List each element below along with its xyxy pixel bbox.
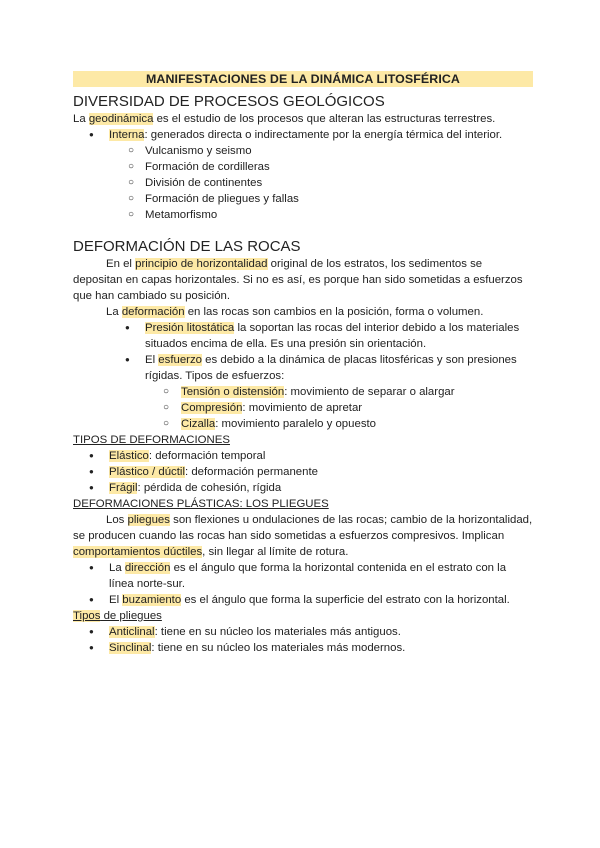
text-run: son flexiones u ondulaciones de las rocas; cambio de la horizontalidad, se producen cuando las rocas han sido sometidas a esfuerzos compresivos. Implican [73,514,533,542]
text-run: : deformación permanente [184,466,318,478]
highlight-term: Tensión o distensión [181,386,285,398]
paragraph-pliegues [73,512,533,560]
text-run: : deformación temporal [148,450,266,462]
list-item [73,640,533,656]
list-item-buzamiento [73,592,533,608]
text-run: es el ángulo que forma la superficie del estrato con la horizontal. [181,594,510,606]
text-run: El [145,354,159,366]
highlight-geodinamica: geodinámica [88,113,154,125]
highlight-term: Anticlinal [109,626,155,638]
paragraph-deformacion [73,304,533,320]
subheading-tipos-pliegues [73,608,533,624]
text-run: es el estudio de los procesos que alteran las estructuras terrestres. [153,113,496,125]
section-heading-deformacion: DEFORMACIÓN DE LAS ROCAS [73,238,301,255]
text-run: : tiene en su núcleo los materiales más antiguos. [154,626,401,638]
highlight-buzamiento: buzamiento [122,594,182,606]
paragraph-horizontalidad [73,256,533,304]
list-tipos-pliegues [73,624,533,656]
text-run: La [73,113,89,125]
highlight-presion: Presión litostática [145,322,235,334]
document-page [73,70,533,656]
list-item [73,480,533,496]
list-item [73,416,533,432]
subheading-pliegues: DEFORMACIONES PLÁSTICAS: LOS PLIEGUES [73,498,329,510]
subheading-tipos-deformaciones: TIPOS DE DEFORMACIONES [73,434,230,446]
list-item [73,384,533,400]
highlight-direccion: dirección [124,562,171,574]
list-item: ○ Formación de pliegues y fallas [73,191,533,207]
text-run: La [109,562,125,574]
list-item: ○ Vulcanismo y seismo [73,143,533,159]
list-item: ○ Formación de cordilleras [73,159,533,175]
text-run: Los [106,514,128,526]
text-run: : movimiento de separar o alargar [284,386,455,398]
text-run: El [109,594,123,606]
highlight-esfuerzo: esfuerzo [158,354,202,366]
highlight-term: Plástico / dúctil [109,466,185,478]
text-run: es debido a la dinámica de placas litosféricas y son presiones rígidas. Tipos de esfuerzos: [145,354,517,382]
text-run: en las rocas son cambios en la posición, forma o volumen. [184,306,484,318]
list-item-interna [73,127,533,143]
highlight-principio: principio de horizontalidad [135,258,268,270]
highlight-interna: Interna [109,129,145,141]
text-run: : pérdida de cohesión, rígida [137,482,282,494]
title-highlight-right [461,71,533,87]
list-presiones [73,320,533,384]
text-run: original de los estratos, los sedimentos se depositan en capas horizontales. Si no es así, es porque han sido sometidas a esfuerzos que han cambiado su posición. [73,258,523,302]
list-procesos [73,127,533,143]
title-highlight-left [73,71,145,87]
list-item [73,400,533,416]
text-run: : tiene en su núcleo los materiales más modernos. [151,642,406,654]
paragraph-geodinamica [73,111,533,127]
text-run: En el [106,258,136,270]
highlight-term: Elástico [109,450,149,462]
list-esfuerzos [73,384,533,432]
text-run: : movimiento paralelo y opuesto [215,418,377,430]
list-tipos-deformaciones [73,448,533,496]
list-procesos-internos [73,143,533,223]
highlight-comportamientos: comportamientos dúctiles [73,546,203,558]
text-run: es el ángulo que forma la horizontal contenida en el estrato con la línea norte-sur. [109,562,507,590]
list-item-esfuerzo [73,352,533,384]
text-run: de pliegues [100,610,162,622]
highlight-term: Sinclinal [109,642,152,654]
highlight-term: Frágil [109,482,138,494]
list-item-direccion [73,560,533,592]
highlight-deformacion: deformación [121,306,185,318]
document-title: MANIFESTACIONES DE LA DINÁMICA LITOSFÉRICA [146,72,460,86]
list-item [73,448,533,464]
list-pliegue-elementos [73,560,533,608]
list-item-presion [73,320,533,352]
highlight-tipos: Tipos [73,610,101,622]
list-item: ○ División de continentes [73,175,533,191]
list-item [73,464,533,480]
highlight-term: Cizalla [181,418,216,430]
text-run: la soportan las rocas del interior debido a los materiales situados encima de ella. Es una presión sin orientación. [145,322,520,350]
text-run: : movimiento de apretar [242,402,363,414]
highlight-term: Compresión [181,402,243,414]
list-item [73,624,533,640]
list-item: ○ Metamorfismo [73,207,533,223]
highlight-pliegues: pliegues [127,514,170,526]
title-row [73,70,533,88]
text-run: , sin llegar al límite de rotura. [202,546,349,558]
text-run: La [106,306,122,318]
text-run: : generados directa o indirectamente por la energía térmica del interior. [144,129,503,141]
section-heading-diversidad: DIVERSIDAD DE PROCESOS GEOLÓGICOS [73,93,385,110]
